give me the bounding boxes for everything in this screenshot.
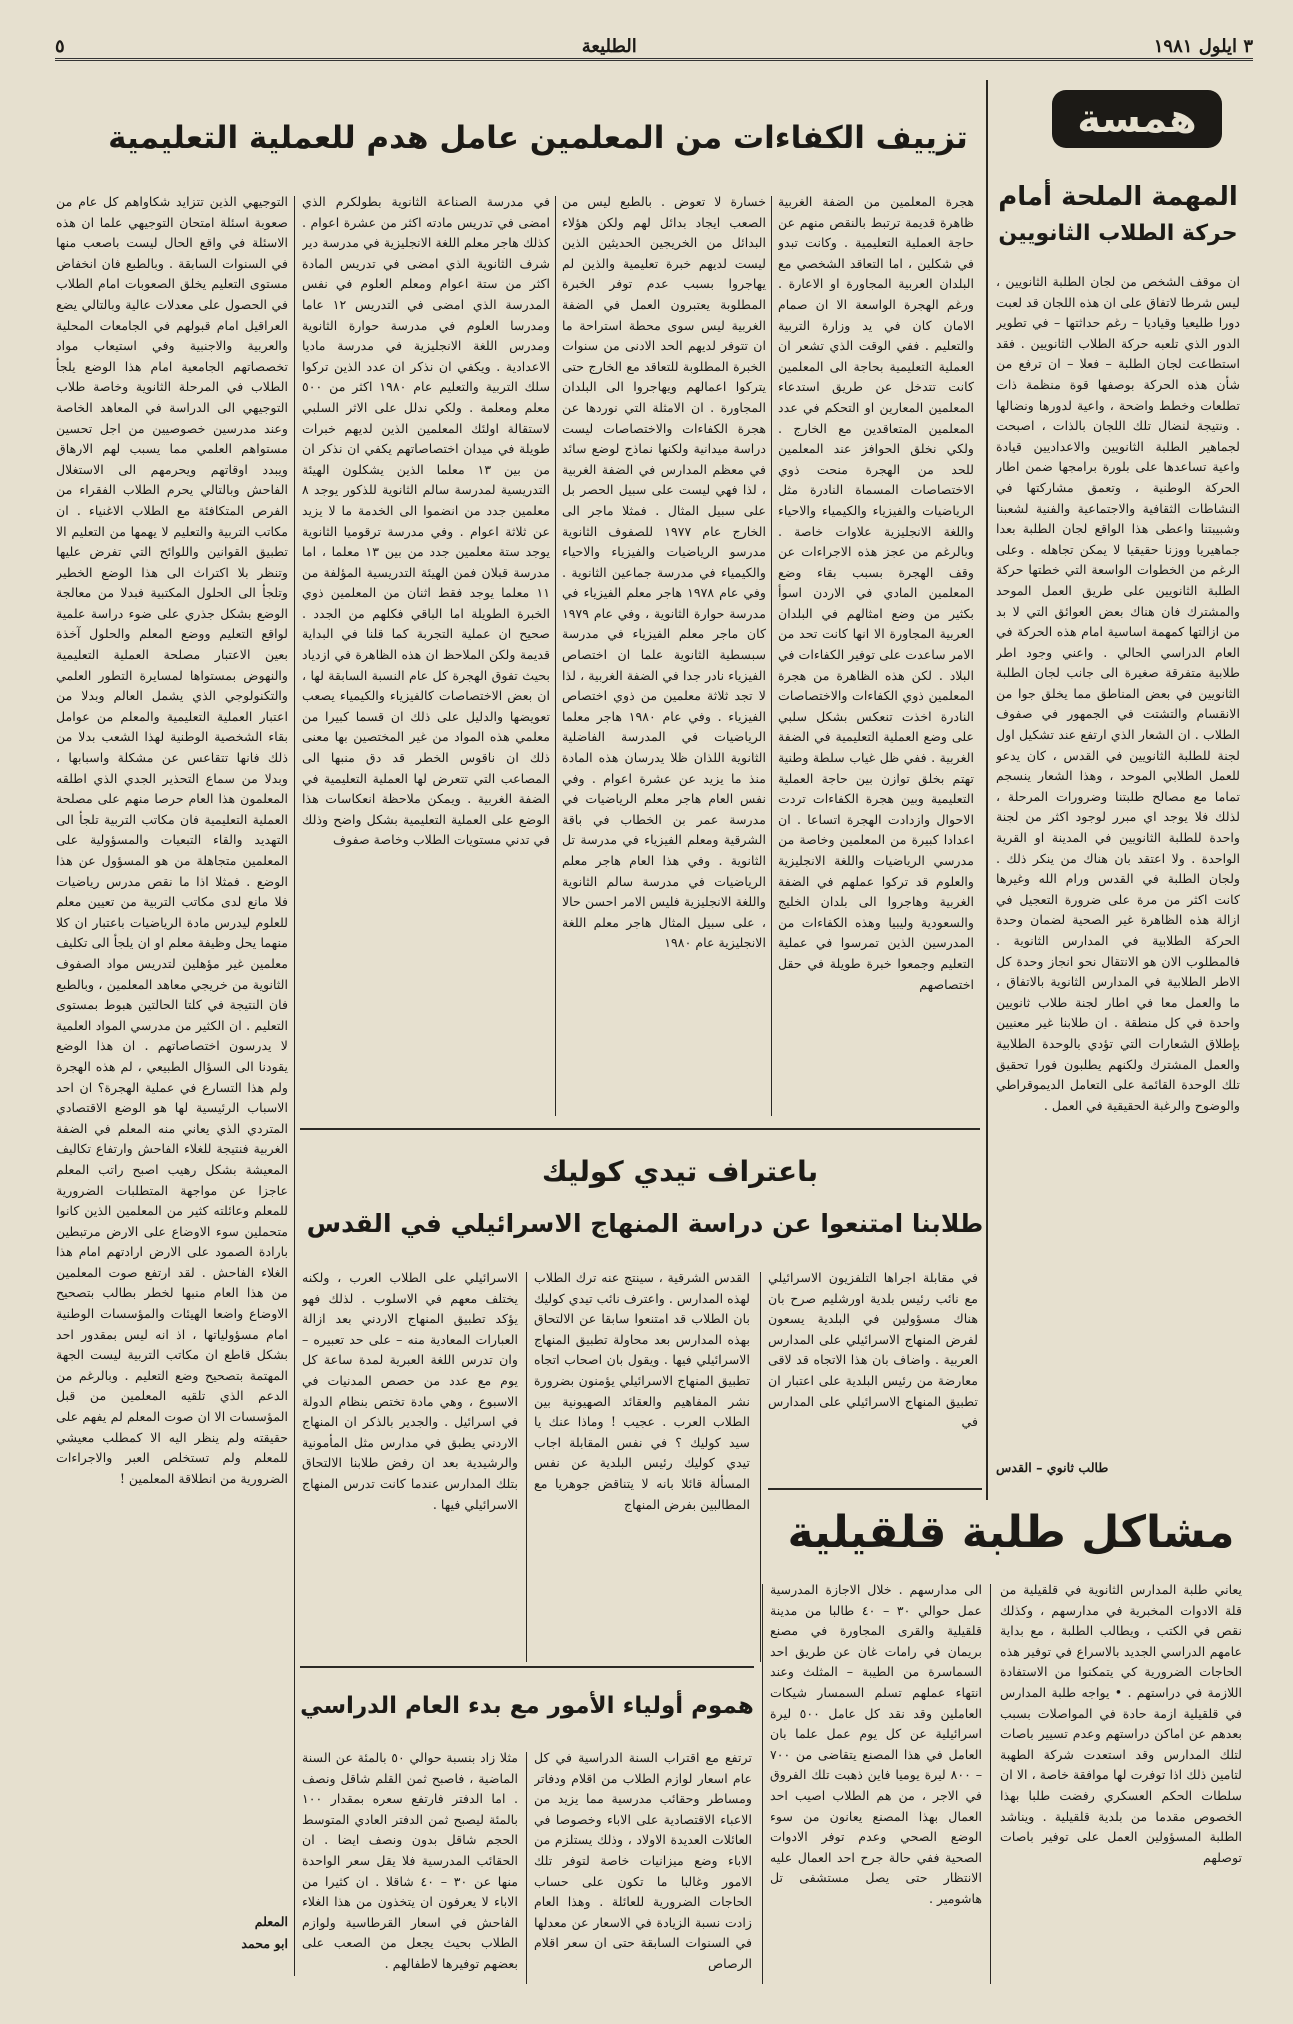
sidebar-title-line-1: المهمة الملحة أمام (998, 182, 1238, 212)
sidebar-title-line-2: حركة الطلاب الثانويين (998, 221, 1238, 246)
second-col1-text: في مقابلة اجراها التلفزيون الاسرائيلي مع نائب رئيس بلدية اورشليم صرح بان هناك مسؤولين في البلدية يسعون لفرض المنهاج الاسرائيلي على المدارس العربية . واضاف بان هذا الاتجاه قد لاقى معارضة من رئيس البلدية على اعتبار ان تطبيق المنهاج الاسرائيلي على المدارس في (768, 1270, 978, 1430)
main-col1-text: هجرة المعلمين من الضفة الغربية ظاهرة قديمة ترتبط بالنقص منهم عن حاجة العملية التعليمية . وكانت تبدو في شكلين ، اما التعاقد الشخصي مع البلدان العربية المجاورة او الاعارة . ورغم الهجرة الواسعة الا ان صمام الامان كان في يد وزارة التربية والتعليم . ففي الوقت الذي تشعر ان العملية التعليمية بحاجة الى المعلمين كانت تتدخل عن طريق استدعاء المعلمين المعارين او التحكم في عدد المعلمين المتعاقدين مع الخارج . ولكي نخلق الحوافز عند المعلمين للحد من الهجرة منحت ذوي الاختصاصات المسماة النادرة مثل الرياضيات والفيزياء والكيمياء والاحياء واللغة الانجليزية علاوات خاصة . وبالرغم من عجز هذه الاجراءات عن وقف الهجرة بسبب بقاء وضع المعلمين المادي في الاردن اسوأ بكثير من وضع امثالهم في البلدان العربية المجاورة الا انها كانت تحد من الامر ساعدت على توفير الكفاءات في البلاد . لكن هذه الظاهرة من هجرة المعلمين ذوي الكفاءات والاختصاصات النادرة اخذت تنعكس بشكل سلبي على وضع العملية التعليمية في الضفة الغربية . ففي ظل غياب سلطة وطنية تهتم بخلق توازن بين حاجة العملية التعليمية وبين هجرة الكفاءات تردت الاحوال وازدادت الهجرة اتساعا . ان اعدادا كبيرة من المعلمين وخاصة من مدرسي الرياضيات واللغة الانجليزية والعلوم قد تركوا عملهم في الضفة الغربية وهاجروا الى بلدان الخليج والسعودية وليبيا وهذه الكفاءات من المدرسين الذين تمرسوا في عملية التعليم وجمعوا خبرة طويلة في حقل اختصاصهم (778, 194, 974, 992)
section-rule (768, 1488, 982, 1490)
second-col3-text: الاسرائيلي على الطلاب العرب ، ولكنه يختلف معهم في الاسلوب . لذلك فهو يؤكد تطبيق المنهاج الاردني بعد ازالة العبارات المعادية منه – على حد تعبيره – وان تدرس اللغة العبرية لمدة ساعة كل يوم مع عدد من حصص المدنيات في الاسبوع ، وهي مادة تختص بنظام الدولة في اسرائيل . والجدير بالذكر ان المنهاج الاردني يطبق في مدارس مثل المأمونية والرشيدية بعد ان رفض طلابنا الالتحاق بتلك المدارس عندما كانت تدرس المنهاج الاسرائيلي فيها . (302, 1270, 518, 1512)
third-column-2 (770, 1580, 982, 1990)
fourth-column-2 (302, 1748, 518, 1988)
third-column-1 (1000, 1580, 1242, 1990)
qalqilya-headline: مشاكل طلبة قلقيلية (787, 1507, 1235, 1558)
issue-date: ٣ ايلول ١٩٨١ (1153, 35, 1253, 57)
column-divider (762, 1584, 763, 1984)
column-divider (555, 196, 556, 1116)
main-column-2 (562, 192, 766, 1122)
page-header (55, 34, 1253, 61)
third-col2-text: الى مدارسهم . خلال الاجازة المدرسية عمل حوالي ٣٠ – ٤٠ طالبا من مدينة قلقيلية والقرى المجاورة في مصنع بريمان في رامات غان عن طريق احد السماسرة من الطيبة – المثلث وعند انتهاء عملهم تسلم السمسار شيكات العاملين وقد نقد كل عامل ٥٠٠ ليرة اسرائيلية عن كل يوم عمل علما بان العامل في هذا المصنع يتقاضى من ٧٠٠ – ٨٠٠ ليرة يوميا فاين ذهبت تلك الفروق في الاجر ، من هم الطلاب اصيب احد العمال بهذا المصنع يعانون من سوء الوضع الصحي وعدم توفر الادوات الصحية ففي حالة جرح احد العمال عليه الانتظار حتى يصل مستشفى تل هاشومير . (770, 1582, 982, 1906)
third-col1-text: يعاني طلبة المدارس الثانوية في قلقيلية من قلة الادوات المخبرية في مدارسهم ، وكذلك نقص في الكتب ، ويطالب الطلبة ، مع بداية عامهم الدراسي الجديد بالاسراع في توفير هذه الحاجات الضرورية كي يتمكنوا من الاستفادة اللازمة في دراستهم . • يواجه طلبة المدارس في قلقيلية ازمة حادة في المواصلات بسبب بعدهم عن اماكن دراستهم وعدم تسيير باصات لتلك المدارس وقد استعدت شركة الطهبة لتامين ذلك اذا توفرت لها موافقة خاصة ، الا ان سلطات الحكم العسكري رفضت طلبا بهذا الخصوص مقدما من بلدية قلقيلية . ويناشد الطلبة المسؤولين العمل على توفير باصات توصلهم (1000, 1582, 1242, 1865)
main-col4-text: التوجيهي الذين تتزايد شكاواهم كل عام من صعوبة اسئلة امتحان التوجيهي علما ان هذه الاسئلة في واقع الحال ليست باصعب منها في السنوات السابقة . وبالطبع فان انخفاض مستوى التعليم يخلق الصعوبات امام الطلاب في الحصول على معدلات عالية وبالتالي يضع العراقيل امام قبولهم في الجامعات المحلية والعربية والاجنبية وفي استيعاب مواد تخصصاتهم الجامعية امام هذا الوضع يلجأ الطلاب في المرحلة الثانوية وخاصة طلاب التوجيهي الى الدراسة في المعاهد الخاصة وعند مدرسين خصوصيين من اجل تحسين مستواهم العلمي مما يسبب لهم الارهاق ويبدد اوقاتهم ويحرمهم الى الاستغلال الفاحش وبالتالي يحرم الطلاب الفقراء من الفرص المتكافئة مع الطلاب الاغنياء . ان مكاتب التربية والتعليم لا يهمها من التعليم الا تطبيق القوانين واللوائح التي تفرض عليها وتنظر بلا اكتراث الى هذا الوضع الخطير وتلجأ الى الحلول المكتبية فبدلا من معالجة الوضع بشكل جذري على ضوء دراسة علمية لواقع التعليم ووضع المعلم والحلول آخذة بعين الاعتبار مصلحة العملية التعليمية والنهوض بمستواها لمسايرة التطور العلمي والتكنولوجي الذي يشمل العالم وبدلا من اعتبار العملية التعليمية والمعلم من عوامل بقاء الشخصية الوطنية لهذا الشعب بدلا من ذلك فانها تتقاعس عن مشكلة واسبابها ، وبدلا من سماع التحذير الجدي الذي اطلقه المعلمون هذا العام حرصا منهم على مصلحة العملية التعليمية فان مكاتب التربية تلجأ الى التهديد والقاء التبعيات والمسؤولية على المعلمين متجاهلة من هو المسؤول عن هذا الوضع . فمثلا اذا ما نقص مدرس رياضيات فلا مانع لدى مكاتب التربية من تعيين معلم للعلوم ليدرس مادة الرياضيات باعتبار ان كلا منهما يحل وظيفة معلم او ان يلجأ الى تكليف معلمين غير مؤهلين لتدريس مواد الصفوف الثانوية من خريجي معاهد المعلمين ، وبالطبع فان النتيجة في كلتا الحالتين هبوط بمستوى التعليم . ان الكثير من مدرسي المواد العلمية لا يدرسون اختصاصاتهم . ان هذا الوضع يقودنا الى السؤال الطبيعي ، لم هذه الهجرة ولم هذا التسارع في عملية الهجرة؟ ان احد الاسباب الرئيسية لها هو الوضع الاقتصادي المتردي الذي يعاني منه المعلم في الضفة الغربية فنتيجة للغلاء الفاحش وارتفاع تكاليف المعيشة بشكل رهيب اصبح راتب المعلم عاجزا عن مواجهة المتطلبات الضرورية للمعلم وعائلته كثير من المعلمين الذين كانوا متحملين سوء الاوضاع على الارض مرتبطين بارادة الصمود على الارض ارادتهم امام هذا الغلاء الفاحش . لقد ارتفع صوت المعلمين من هذا العام منبها لخطر بطالب بتصحيح الاوضاع واضعا الهيئات والمؤسسات الوطنية امام مسؤولياتها ، اذ انه ليس بمقدور احد بشكل قاطع ان مكاتب التربية ليست الجهة المهتمة بتصحيح وضع التعليم . وبالرغم من الدعم الذي تلقيه المعلمين من قبل المؤسسات الا ان صوت المعلم لم يفهم على حقيقته ولم ينظر اليه الا كمطلب معيشي للمعلم ولم تستخلص العبر والاجراءات الضرورية من انطلاقة المعلمين ! (56, 194, 288, 1486)
second-column-2 (534, 1268, 750, 1656)
column-divider (990, 1584, 991, 1984)
column-divider (526, 1752, 527, 1984)
newspaper-name: الطليعة (581, 35, 637, 57)
kolleck-headline: طلابنا امتنعوا عن دراسة المنهاج الاسرائيلي في القدس (306, 1209, 984, 1238)
main-headline: تزييف الكفاءات من المعلمين عامل هدم للعملية التعليمية (108, 120, 968, 156)
main-signature-name: ابو محمد (241, 1936, 288, 1951)
page-number: ٥ (55, 35, 65, 57)
fourth-col2-text: مثلا زاد بنسبة حوالي ٥٠ بالمئة عن السنة الماضية ، فاصبح ثمن القلم شاقل ونصف . اما الدفتر فارتفع سعره بمقدار ١٠٠ بالمئة ليصبح ثمن الدفتر العادي المتوسط الحجم شاقل بدون ونصف ايضا . ان الحقائب المدرسية فلا يقل سعر الواحدة منها عن ٣٠ – ٤٠ شاقلا . ان كثيرا من الاباء لا يعرفون ان يتخذون من هذا الغلاء الفاحش في اسعار القرطاسية ولوازم الطلاب بحيث يجعل من الصعب على بعضهم توفيرها لاطفالهم . (302, 1750, 518, 1971)
parents-headline: هموم أولياء الأمور مع بدء العام الدراسي (300, 1693, 754, 1719)
second-column-3 (302, 1268, 518, 1656)
section-rule (300, 1128, 980, 1130)
section-rule (300, 1666, 754, 1668)
fourth-column-1 (534, 1748, 752, 1988)
kolleck-kicker: باعتراف تيدي كوليك (541, 1155, 819, 1188)
sidebar-body-text: ان موقف الشخص من لجان الطلبة الثانويين ، ليس شرطا لاتفاق على ان هذه اللجان قد لعبت دورا طليعيا وقياديا – رغم حداثتها – في تطوير الدور الذي تلعبه حركة الطلاب الثانويين . فقد استطاعت لجان الطلبة – فعلا – ان ترفع من شأن هذه الحركة بوصفها قوة منظمة ذات تطلعات وخطط واضحة ، واعية لدورها ونضالها . ونتيجة لنضال تلك اللجان بالذات ، اصبحت لجماهير الطلبة الثانويين والاعداديين قيادة واعية تساعدها على بلورة برامجها ضمن اطار الحركة الوطنية ، وتعمق مشاركتها في النشاطات الثقافية والاجتماعية والفنية لشعبنا وشبيبتنا واعطى هذا الواقع لجان الطلبة بعدا جماهيريا ووزنا حقيقيا لا يمكن تجاهله . وعلى الرغم من الخطوات الواسعة التي خطتها حركة الطلبة الثانويين على طريق العمل الموحد والمشترك فان هناك بعض العوائق التي لا بد من ازالتها كمهمة اساسية امام هذه الحركة في العام الدراسي الحالي . واعني وجود اطر طلابية متفرقة صغيرة الى جانب لجان الطلبة الثانويين في بعض المناطق مما يخلق جوا من الانقسام والتشتت في الجمهور في صفوف الطلاب . ان الشعار الذي ارتفع عند تشكيل اول لجنة للطلبة الثانويين في القدس ، كان يدعو للعمل الطلابي الموحد ، وهذا الشعار ينسجم تماما مع مصالح طلبتنا وضرورات المرحلة ، لذلك فلا يوجد اي مبرر لوجود اكثر من لجنة واحدة للطلبة الثانويين في المدينة او القرية الواحدة . ولا اعتقد بان هناك من ينكر ذلك . ولجان الطلبة في القدس ورام الله وغيرها كانت اكثر من مرة على ضرورة التعجيل في ازالة هذه الظاهرة غير الصحية لضمان وحدة الحركة الطلابية في المدارس الثانوية . فالمطلوب الان هو الانتقال نحو انجاز وحدة كل الاطر الطلابية في المدارس الثانوية بالاتفاق ، ما والعمل معا في اطار لجنة طلاب ثانويين واحدة في كل منطقة . ان طلابنا غير معنيين بإطلاق الشعارات التي تؤدي بالوحدة الطلابية والعمل المشترك ولكنهم يطلبون فورا تحقيق تلك الوحدة القائمة على التعامل الديموقراطي والوضوح والرغبة الحقيقية في العمل . (996, 274, 1240, 1113)
main-col3-text: في مدرسة الصناعة الثانوية بطولكرم الذي امضى في تدريس مادته اكثر من عشرة اعوام . كذلك هاجر معلم اللغة الانجليزية في مدرسة دير شرف الثانوية الذي امضى في تدريس المادة اكثر من ستة اعوام ومعلم العلوم في نفس المدرسة الذي امضى في التدريس ١٢ عاما ومدرسا العلوم في مدرسة حوارة الثانوية ومدرس اللغة الانجليزية في مدرسة ماديا الاعدادية . ويكفي ان نذكر ان عدد الذين تركوا سلك التربية والتعليم عام ١٩٨٠ اكثر من ٥٠٠ معلم ومعلمة . ولكي ندلل على الاثر السلبي لاستقالة اولئك المعلمين الذين لديهم خبرات طويلة في ميدان اختصاصاتهم يكفي ان نذكر ان من بين ١٣ معلما الذين يشكلون الهيئة التدريسية لمدرسة سالم الثانوية للذكور يوجد ٨ معلمين جدد من انضموا الى الخدمة ما لا يزيد عن ثلاثة اعوام . وفي مدرسة ترقوميا الثانوية يوجد ستة معلمين جدد من بين ١٣ معلما ، اما مدرسة قبلان فمن الهيئة التدريسية المؤلفة من ١١ معلما يوجد فقط اثنان من المعلمين ذوي الخبرة الطويلة اما الباقي فكلهم من الجدد . صحيح ان عملية التجربة كما قلنا في البداية قديمة ولكن الملاحظ ان هذه الظاهرة في ازدياد بحيث تفوق الهجرة كل عام النسبة السابقة لها ، ان بعض الاختصاصات كالفيزياء والكيمياء يصعب تعويضها والدليل على ذلك ان قسما كبيرا من معلمي هذه المواد من غير المختصين بها معنى ذلك ان ناقوس الخطر قد دق منبها الى المصاعب التي تتعرض لها العملية التعليمية في الضفة الغربية . ويمكن ملاحظة انعكاسات هذا الوضع على العملية التعليمية بشكل واضح وذلك في تدني مستويات الطلاب وخاصة صفوف (302, 194, 550, 848)
hamsa-logo: همسة (1052, 90, 1222, 148)
sidebar-article-body (996, 272, 1240, 1456)
column-divider (294, 196, 295, 1976)
main-column-4 (56, 192, 288, 1896)
fourth-col1-text: ترتفع مع اقتراب السنة الدراسية في كل عام اسعار لوازم الطلاب من اقلام ودفاتر ومساطر وحقائب مدرسية مما يزيد من الاعباء الاقتصادية على الاباء وخصوصا في العائلات العديدة الاولاد ، وذلك يستلزم من الاباء وضع ميزانيات خاصة لتوفر تلك الامور وغالبا ما تكون على حساب الحاجات الضرورية للعائلة . وهذا العام زادت نسبة الزيادة في الاسعار عن معدلها في السنوات السابقة حتى ان سعر اقلام الرصاص (534, 1750, 752, 1971)
sidebar-signature: طالب ثانوي – القدس (996, 1460, 1109, 1475)
main-signature-role: المعلم (254, 1914, 288, 1929)
column-divider (771, 196, 772, 1116)
second-col2-text: القدس الشرقية ، سينتج عنه ترك الطلاب لهذه المدارس . واعترف نائب تيدي كوليك بان الطلاب قد امتنعوا سابقا عن الالتحاق بهذه المدارس بعد محاولة تطبيق المنهاج الاسرائيلي فيها . ويقول بان اصحاب اتجاه تطبيق المنهاج الاسرائيلي يؤمنون بضرورة نشر المفاهيم والعقائد الصهيونية بين الطلاب العرب . عجيب ! وماذا عنك يا سيد كوليك ؟ في نفس المقابلة اجاب تيدي كوليك رئيس البلدية عن نفس المسألة قائلا بانه لا يتناقض جوهريا مع المطالبين بفرض المنهاج (534, 1270, 750, 1512)
main-column-3 (302, 192, 550, 1122)
column-divider (760, 1272, 761, 1662)
column-divider (526, 1272, 527, 1662)
second-column-1 (768, 1268, 978, 1478)
sidebar-divider (986, 80, 988, 1500)
main-col2-text: خسارة لا تعوض . بالطبع ليس من الصعب ايجاد بدائل لهم ولكن هؤلاء البدائل من الخريجين الحديثين الذين ليست لديهم خبرة تعليمية والذين لم يهاجروا بسبب عدم توفر الخبرة المطلوبة يعتبرون العمل في الضفة الغربية ليس سوى محطة استراحة ما ان تتوفر لديهم الحد الادنى من سنوات الخبرة المطلوبة للتعاقد مع الخارج حتى يتركوا اعمالهم ويهاجروا الى البلدان المجاورة . ان الامثلة التي نوردها عن هجرة الكفاءات والاختصاصات ليست دراسة ميدانية ولكنها نماذج لوضع سائد في معظم المدارس في الضفة الغربية ، لذا فهي ليست على سبيل الحصر بل على سبيل المثال . فمثلا ماجر الى الخارج عام ١٩٧٧ للصفوف الثانوية مدرسو الرياضيات والفيزياء والاحياء والكيمياء في مدرسة جماعين الثانوية . وفي عام ١٩٧٨ هاجر معلم الفيزياء في مدرسة حوارة الثانوية ، وفي عام ١٩٧٩ كان ماجر معلم الفيزياء في مدرسة سبسطية الثانوية علما ان اختصاص الفيزياء نادر جدا في الضفة الغربية ، لذا لا تجد ثلاثة معلمين من ذوي اختصاص الفيزياء . وفي عام ١٩٨٠ هاجر معلما الرياضيات في المدرسة الفاضلية الثانوية اللذان ظلا يدرسان هذه المادة منذ ما يزيد عن عشرة اعوام . وفي نفس العام هاجر معلم الرياضيات في مدرسة عمر بن الخطاب في باقة الشرقية ومعلم الفيزياء في مدرسة تل الثانوية . وفي هذا العام هاجر معلم الرياضيات في مدرسة سالم الثانوية واللغة الانجليزية فليس الامر احسن حالا ، على سبيل المثال هاجر معلم اللغة الانجليزية عام ١٩٨٠ (562, 194, 766, 951)
main-column-1 (778, 192, 974, 1122)
